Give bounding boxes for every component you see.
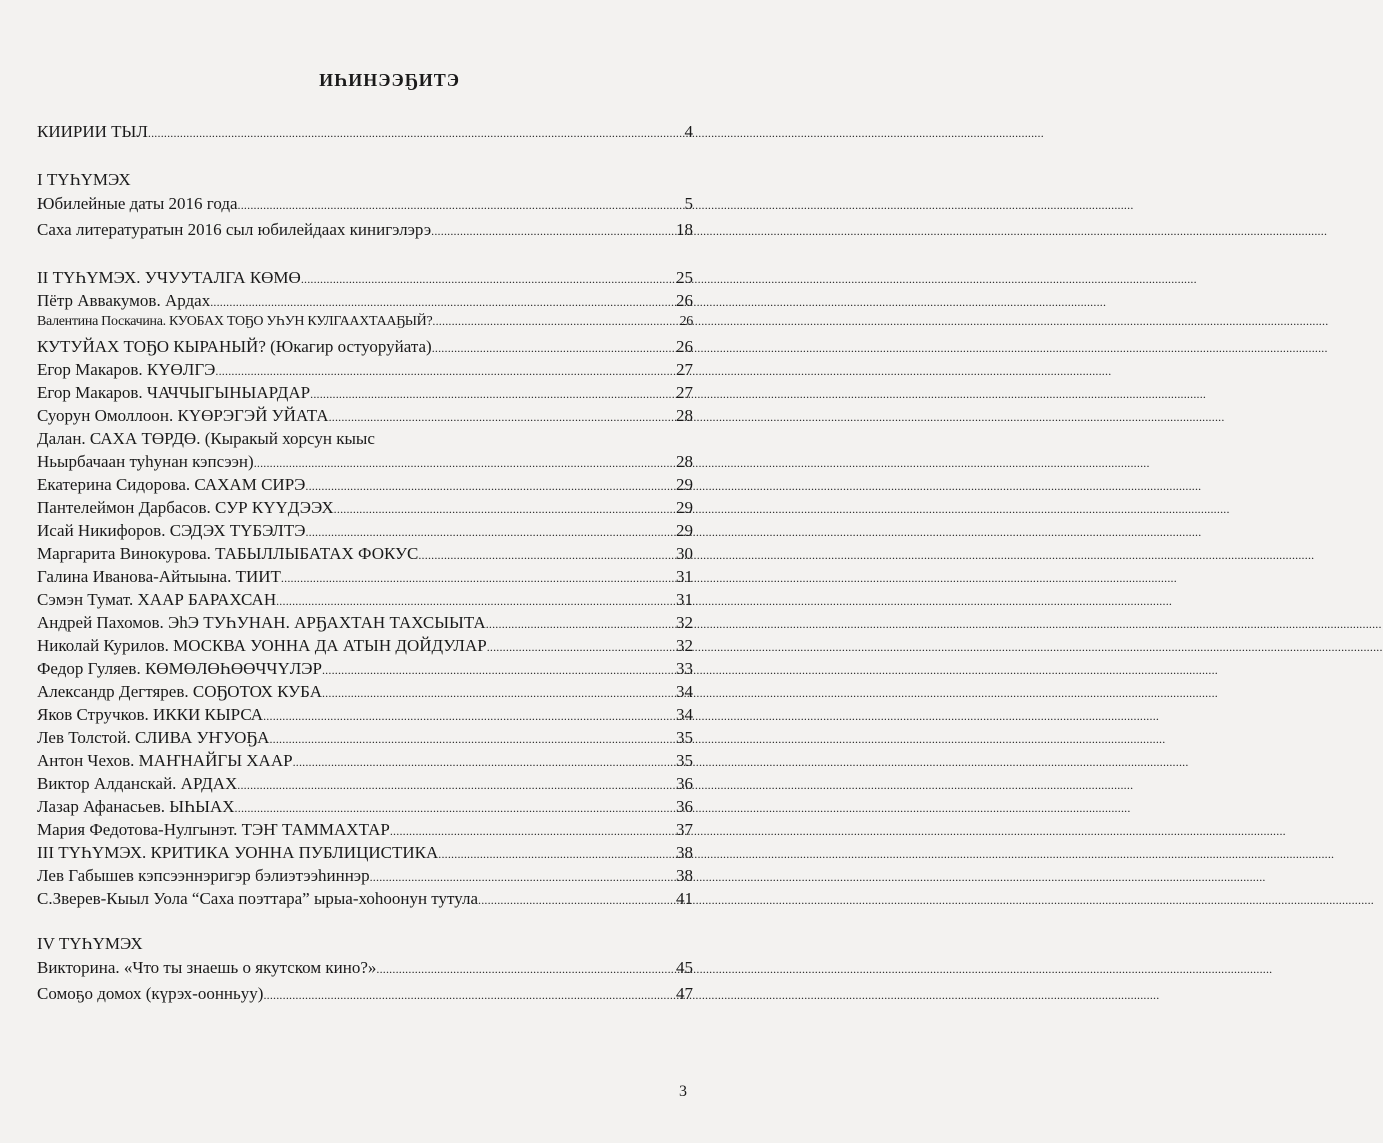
toc-entry-label: Федор Гуляев. КӨМӨЛӨҺӨӨЧЧҮЛЭР (37, 659, 322, 678)
toc-entry-page: 36 (676, 774, 693, 793)
toc-entry (37, 682, 693, 705)
page-number: 3 (679, 1083, 687, 1100)
leader-dots (478, 889, 675, 909)
toc-entry-label: III ТҮҺҮМЭХ. КРИТИКА УОННА ПУБЛИЦИСТИКА (37, 843, 439, 862)
toc-entry (37, 797, 693, 820)
toc-entry-page: 5 (684, 194, 693, 213)
toc-entry-label: Викторина. «Что ты знаешь о якутском кино?» (37, 958, 377, 977)
toc-entry (37, 590, 693, 613)
toc-entry-page: 35 (676, 728, 693, 747)
section-heading: IV ТҮҺҮМЭХ (37, 934, 143, 953)
toc-entry-label: Мария Федотова-Нулгынэт. ТЭҤ ТАММАХТАР (37, 820, 390, 839)
toc-entry-label: Андрей Пахомов. ЭһЭ ТУҺУНАН. АРҔАХТАН ТАХСЫЫТА (37, 613, 486, 632)
toc-entry (37, 337, 693, 360)
toc-entry (37, 636, 693, 659)
leader-dots (210, 291, 675, 311)
toc-entry-page: 32 (676, 636, 693, 655)
toc-entry-label: Екатерина Сидорова. САХАМ СИРЭ (37, 475, 306, 494)
toc-entry-label: Саха литературатын 2016 сыл юбилейдаах кинигэлэрэ (37, 220, 432, 239)
toc-entry-page: 4 (684, 122, 693, 141)
section-heading: I ТҮҺҮМЭХ (37, 170, 131, 189)
page-title: ИҺИНЭЭҔИТЭ (319, 70, 460, 90)
section-spacer (37, 246, 693, 268)
toc-entry (37, 194, 693, 220)
toc-entry-page: 30 (676, 544, 693, 563)
toc-entry (37, 544, 693, 567)
toc-entry-label: Ньырбачаан туһунан кэпсээн) (37, 452, 254, 471)
toc-entry-label: Исай Никифоров. СЭДЭХ ТҮБЭЛТЭ (37, 521, 306, 540)
toc-entry-page: 26 (676, 337, 693, 356)
toc-entry (37, 268, 693, 291)
toc-entry-label: КУТУЙАХ ТОҔО КЫРАНЫЙ? (Юкагир остуоруйата) (37, 337, 432, 356)
leader-dots (269, 728, 675, 748)
leader-dots (148, 122, 684, 142)
leader-dots (310, 383, 675, 403)
toc-entry-page: 41 (676, 889, 693, 908)
toc-entry-label: Антон Чехов. МАҤНАЙГЫ ХААР (37, 751, 293, 770)
leader-dots (238, 194, 684, 214)
toc-entry-page: 34 (676, 682, 693, 701)
toc-entry (37, 613, 693, 636)
leader-dots (301, 268, 675, 288)
toc-entry-page: 28 (676, 452, 693, 471)
toc-entry-label: Виктор Алданскай. АРДАХ (37, 774, 238, 793)
toc-entry (37, 360, 693, 383)
toc-entry-page: 25 (676, 268, 693, 287)
toc-entry (37, 705, 693, 728)
toc-entry-label: Пётр Аввакумов. Ардах (37, 291, 211, 310)
toc-entry-label: Юбилейные даты 2016 года (37, 194, 238, 213)
section-spacer (37, 148, 693, 170)
leader-dots (418, 544, 675, 564)
toc-entry (37, 843, 693, 866)
toc-entry (37, 314, 693, 337)
toc-entry-page: 38 (676, 843, 693, 862)
section-spacer (37, 912, 693, 934)
toc-entry-label: Сомоҕо домох (күрэх-оонньуу) (37, 984, 264, 1003)
toc-entry-label: Лев Габышев кэпсээннэригэр бэлиэтээһиннэр (37, 866, 370, 885)
toc-entry-page: 28 (676, 406, 693, 425)
toc-entry (37, 498, 693, 521)
toc-entry-page: 33 (676, 659, 693, 678)
leader-dots (215, 360, 675, 380)
table-of-contents (37, 122, 693, 1010)
toc-entry (37, 567, 693, 590)
toc-entry-label: Яков Стручков. ИККИ КЫРСА (37, 705, 264, 724)
leader-dots (263, 705, 675, 725)
leader-dots (487, 636, 675, 656)
toc-entry (37, 984, 693, 1010)
toc-entry (37, 659, 693, 682)
toc-entry (37, 220, 693, 246)
leader-dots (431, 220, 675, 240)
toc-entry (37, 406, 693, 429)
leader-dots (432, 314, 678, 330)
leader-dots (235, 797, 675, 817)
toc-entry-page: 29 (676, 521, 693, 540)
toc-entry-page: 27 (676, 360, 693, 379)
toc-entry (37, 521, 693, 544)
toc-entry (37, 452, 693, 475)
leader-dots (305, 475, 675, 495)
toc-entry (37, 291, 693, 314)
toc-entry-label: Валентина Поскачина. КУОБАХ ТОҔО УҺУН КУЛГААХТААҔЫЙ? (37, 314, 433, 329)
leader-dots (254, 452, 675, 472)
toc-entry-label: II ТҮҺҮМЭХ. УЧУУТАЛГА КӨМӨ (37, 268, 301, 287)
toc-entry-label: КИИРИИ ТЫЛ (37, 122, 148, 141)
toc-entry-label: Маргарита Винокурова. ТАБЫЛЛЫБАТАХ ФОКУС (37, 544, 419, 563)
toc-entry-page: 47 (676, 984, 693, 1003)
toc-entry-label: Лазар Афанасьев. ЫҺЫАХ (37, 797, 235, 816)
leader-dots (322, 659, 675, 679)
leader-dots (376, 958, 675, 978)
toc-entry (37, 728, 693, 751)
toc-entry-page: 29 (676, 498, 693, 517)
toc-entry-page: 35 (676, 751, 693, 770)
toc-entry-label: Николай Курилов. МОСКВА УОННА ДА АТЫН ДОЙДУЛАР (37, 636, 487, 655)
leader-dots (486, 613, 675, 633)
toc-entry-label: Суорун Омоллоон. КҮӨРЭГЭЙ УЙАТА (37, 406, 329, 425)
toc-entry-label: Пантелеймон Дарбасов. СУР КҮҮДЭЭХ (37, 498, 334, 517)
toc-entry-page: 31 (676, 590, 693, 609)
toc-entry-page: 36 (676, 797, 693, 816)
toc-entry (37, 751, 693, 774)
leader-dots (390, 820, 675, 840)
toc-entry-label: Далан. САХА ТӨРДӨ. (Кыракый хорсун кыыс (37, 429, 375, 448)
toc-entry (37, 475, 693, 498)
toc-entry-label: Егор Макаров. КҮӨЛГЭ (37, 360, 216, 379)
toc-entry-page: 26 (676, 291, 693, 310)
toc-entry-page: 45 (676, 958, 693, 977)
toc-entry-page: 32 (676, 613, 693, 632)
toc-entry (37, 383, 693, 406)
leader-dots (281, 567, 675, 587)
toc-entry-intro (37, 122, 693, 148)
toc-body (37, 148, 693, 1010)
leader-dots (329, 406, 675, 426)
leader-dots (263, 984, 675, 1004)
leader-dots (322, 682, 675, 702)
toc-entry-label: Егор Макаров. ЧАЧЧЫГЫНЫАРДАР (37, 383, 311, 402)
toc-entry-page: 34 (676, 705, 693, 724)
toc-entry (37, 866, 693, 889)
toc-entry (37, 820, 693, 843)
toc-entry-page: 38 (676, 866, 693, 885)
toc-entry (37, 889, 693, 912)
leader-dots (293, 751, 675, 771)
toc-entry (37, 958, 693, 984)
leader-dots (438, 843, 675, 863)
toc-entry-label: С.Зверев-Кыыл Уола “Саха поэттара” ырыа-хоһоонун тутула (37, 889, 478, 908)
toc-entry-label: Лев Толстой. СЛИВА УҤУОҔА (37, 728, 270, 747)
toc-entry-label: Галина Иванова-Айтыына. ТИИТ (37, 567, 281, 586)
leader-dots (276, 590, 675, 610)
leader-dots (370, 866, 675, 886)
leader-dots (334, 498, 675, 518)
toc-entry-page: 18 (676, 220, 693, 239)
toc-entry-page: 37 (676, 820, 693, 839)
toc-entry (37, 429, 693, 452)
toc-entry-page: 27 (676, 383, 693, 402)
toc-entry-page: 31 (676, 567, 693, 586)
toc-entry-label: Сэмэн Тумат. ХААР БАРАХСАН (37, 590, 277, 609)
toc-entry-page: 26 (679, 314, 693, 329)
leader-dots (432, 337, 675, 357)
leader-dots (237, 774, 675, 794)
toc-entry (37, 774, 693, 797)
toc-entry-page: 29 (676, 475, 693, 494)
leader-dots (305, 521, 675, 541)
toc-entry-label: Александр Дегтярев. СОҔОТОХ КУБА (37, 682, 322, 701)
